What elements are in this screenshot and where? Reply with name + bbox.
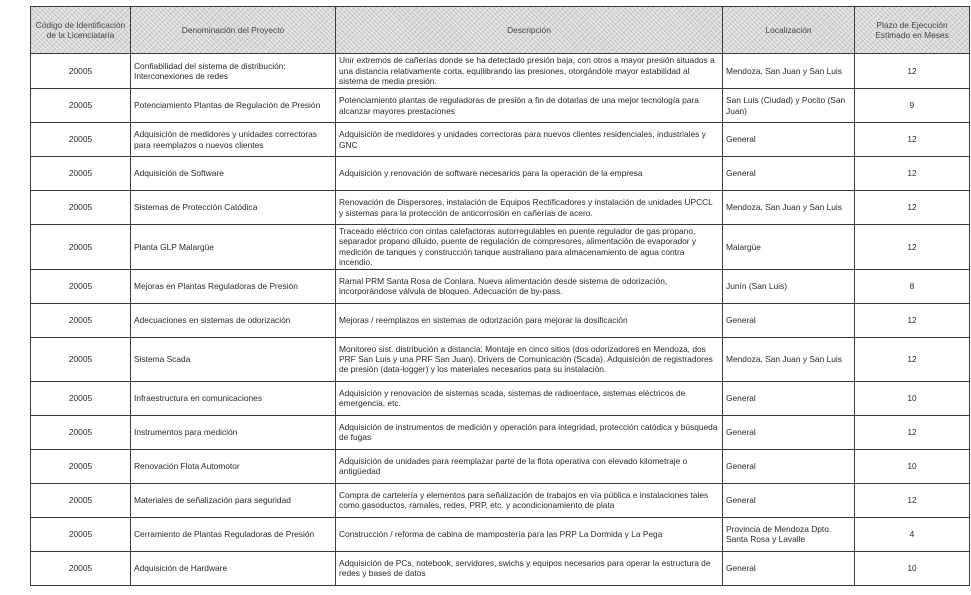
project-location-cell: San Luis (Ciudad) y Pocito (San Juan) — [723, 89, 855, 123]
project-location-cell: General — [723, 381, 855, 415]
table-row — [31, 157, 970, 191]
project-name-cell: Sistema Scada — [131, 337, 336, 381]
project-location-cell: General — [723, 551, 855, 585]
project-description-cell: Adquisición de medidores y unidades correctoras para nuevos clientes residenciales, industriales y GNC — [336, 123, 723, 157]
header-location: Localización — [723, 7, 855, 54]
project-name-cell: Adquisición de Hardware — [131, 551, 336, 585]
project-description-cell: Potenciamiento plantas de reguladoras de presión a fin de dotarlas de una mejor tecnología para alcanzar mayores prestaciones — [336, 89, 723, 123]
project-code-cell: 20005 — [31, 381, 131, 415]
project-term-cell: 12 — [855, 54, 970, 89]
project-location-cell: General — [723, 123, 855, 157]
project-term-cell: 8 — [855, 269, 970, 303]
project-description-cell: Adquisición de unidades para reemplazar parte de la flota operativa con elevado kilometraje o antigüedad — [336, 449, 723, 483]
project-term-cell: 12 — [855, 225, 970, 270]
project-location-cell: Junín (San Luis) — [723, 269, 855, 303]
project-description-cell: Renovación de Dispersores, instalación de Equipos Rectificadores y instalación de unidades UPCCL y sistemas para la protección de anticorrosión en cañerías de acero. — [336, 191, 723, 225]
project-term-cell: 12 — [855, 191, 970, 225]
header-term-months: Plazo de Ejecución Estimado en Meses — [855, 7, 970, 54]
project-term-cell: 12 — [855, 303, 970, 337]
table-row — [31, 517, 970, 551]
project-code-cell: 20005 — [31, 483, 131, 517]
project-description-cell: Mejoras / reemplazos en sistemas de odorización para mejorar la dosificación — [336, 303, 723, 337]
project-name-cell: Sistemas de Protección Catódica — [131, 191, 336, 225]
table-row — [31, 551, 970, 585]
table-row — [31, 415, 970, 449]
project-location-cell: Mendoza, San Juan y San Luis — [723, 191, 855, 225]
project-term-cell: 12 — [855, 157, 970, 191]
project-location-cell: General — [723, 449, 855, 483]
table-row — [31, 269, 970, 303]
project-code-cell: 20005 — [31, 225, 131, 270]
table-row — [31, 123, 970, 157]
projects-table — [30, 6, 970, 586]
project-code-cell: 20005 — [31, 54, 131, 89]
project-term-cell: 12 — [855, 123, 970, 157]
project-description-cell: Unir extremos de cañerías donde se ha detectado presión baja, con otros a mayor presión situados a una distancia relativamente corta, equilibrando las presiones, otorgándole mayor estabilidad al sistema de media presión. — [336, 54, 723, 89]
header-row — [31, 7, 970, 54]
project-description-cell: Adquisición de instrumentos de medición y operación para integridad, protección catódica y búsqueda de fugas — [336, 415, 723, 449]
project-name-cell: Infraestructura en comunicaciones — [131, 381, 336, 415]
project-code-cell: 20005 — [31, 415, 131, 449]
project-description-cell: Monitoreo sist. distribución a distancia: Montaje en cinco sitios (dos odorizadores en Mendoza, dos PRF San Luis y una PRF San Juan). Drivers de Comunicación (Scada). Adquisición de registradores de presión (data-logger) y los materiales necesarios para su instalación. — [336, 337, 723, 381]
project-name-cell: Adecuaciones en sistemas de odorización — [131, 303, 336, 337]
project-code-cell: 20005 — [31, 123, 131, 157]
project-location-cell: General — [723, 303, 855, 337]
project-name-cell: Confiabilidad del sistema de distribución: Interconexiones de redes — [131, 54, 336, 89]
table-body — [31, 54, 970, 586]
header-code: Código de Identificación de la Licenciataria — [31, 7, 131, 54]
table-row — [31, 191, 970, 225]
project-term-cell: 12 — [855, 483, 970, 517]
project-term-cell: 10 — [855, 551, 970, 585]
table-row — [31, 303, 970, 337]
table-row — [31, 89, 970, 123]
project-term-cell: 12 — [855, 337, 970, 381]
project-description-cell: Adquisición y renovación de sistemas scada, sistemas de radioenlace, sistemas eléctricos de emergencia, etc. — [336, 381, 723, 415]
project-code-cell: 20005 — [31, 517, 131, 551]
project-description-cell: Adquisición y renovación de software necesarios para la operación de la empresa — [336, 157, 723, 191]
project-location-cell: Mendoza, San Juan y San Luis — [723, 337, 855, 381]
table-row — [31, 483, 970, 517]
project-code-cell: 20005 — [31, 303, 131, 337]
project-location-cell: General — [723, 157, 855, 191]
table-row — [31, 225, 970, 270]
header-project-name: Denominación del Proyecto — [131, 7, 336, 54]
project-location-cell: Malargüe — [723, 225, 855, 270]
project-term-cell: 12 — [855, 415, 970, 449]
project-term-cell: 10 — [855, 381, 970, 415]
table-row — [31, 381, 970, 415]
project-description-cell: Compra de cartelería y elementos para señalización de trabajos en vía pública e instalaciones tales como gasoductos, ramales, redes, PRP, etc. y acondicionamiento de plata — [336, 483, 723, 517]
project-description-cell: Adquisición de PCs, notebook, servidores, swichs y equipos necesarios para operar la estructura de redes y bases de datos — [336, 551, 723, 585]
project-location-cell: Provincia de Mendoza Dpto. Santa Rosa y Lavalle — [723, 517, 855, 551]
table-row — [31, 449, 970, 483]
project-code-cell: 20005 — [31, 551, 131, 585]
project-name-cell: Planta GLP Malargüe — [131, 225, 336, 270]
project-location-cell: General — [723, 415, 855, 449]
project-location-cell: Mendoza, San Juan y San Luis — [723, 54, 855, 89]
header-description: Descripción — [336, 7, 723, 54]
project-name-cell: Potenciamiento Plantas de Regulación de Presión — [131, 89, 336, 123]
project-term-cell: 10 — [855, 449, 970, 483]
table-row — [31, 54, 970, 89]
project-code-cell: 20005 — [31, 449, 131, 483]
project-term-cell: 9 — [855, 89, 970, 123]
project-location-cell: General — [723, 483, 855, 517]
project-description-cell: Traceado eléctrico con cintas calefactoras autorregulables en puente regulador de gas propano, separador propano diluido, puente de regulación de compresores, alimentación de evaporador y medición de tanques y construcción tanque australiano para almacenamiento de agua contra incendio. — [336, 225, 723, 270]
project-name-cell: Adquisición de Software — [131, 157, 336, 191]
project-code-cell: 20005 — [31, 157, 131, 191]
project-name-cell: Adquisición de medidores y unidades correctoras para reemplazos o nuevos clientes — [131, 123, 336, 157]
project-code-cell: 20005 — [31, 89, 131, 123]
project-description-cell: Construcción / reforma de cabina de mampostería para las PRP La Dormida y La Pega — [336, 517, 723, 551]
project-name-cell: Renovación Flota Automotor — [131, 449, 336, 483]
project-name-cell: Materiales de señalización para seguridad — [131, 483, 336, 517]
project-code-cell: 20005 — [31, 269, 131, 303]
project-name-cell: Mejoras en Plantas Reguladoras de Presión — [131, 269, 336, 303]
project-name-cell: Instrumentos para medición — [131, 415, 336, 449]
project-code-cell: 20005 — [31, 337, 131, 381]
project-name-cell: Cerramiento de Plantas Reguladoras de Presión — [131, 517, 336, 551]
table-header — [31, 7, 970, 54]
project-description-cell: Ramal PRM Santa Rosa de Conlara. Nueva alimentación desde sistema de odorización, incorporándose válvula de bloqueo. Adecuación de by-pass. — [336, 269, 723, 303]
project-term-cell: 4 — [855, 517, 970, 551]
project-code-cell: 20005 — [31, 191, 131, 225]
table-row — [31, 337, 970, 381]
